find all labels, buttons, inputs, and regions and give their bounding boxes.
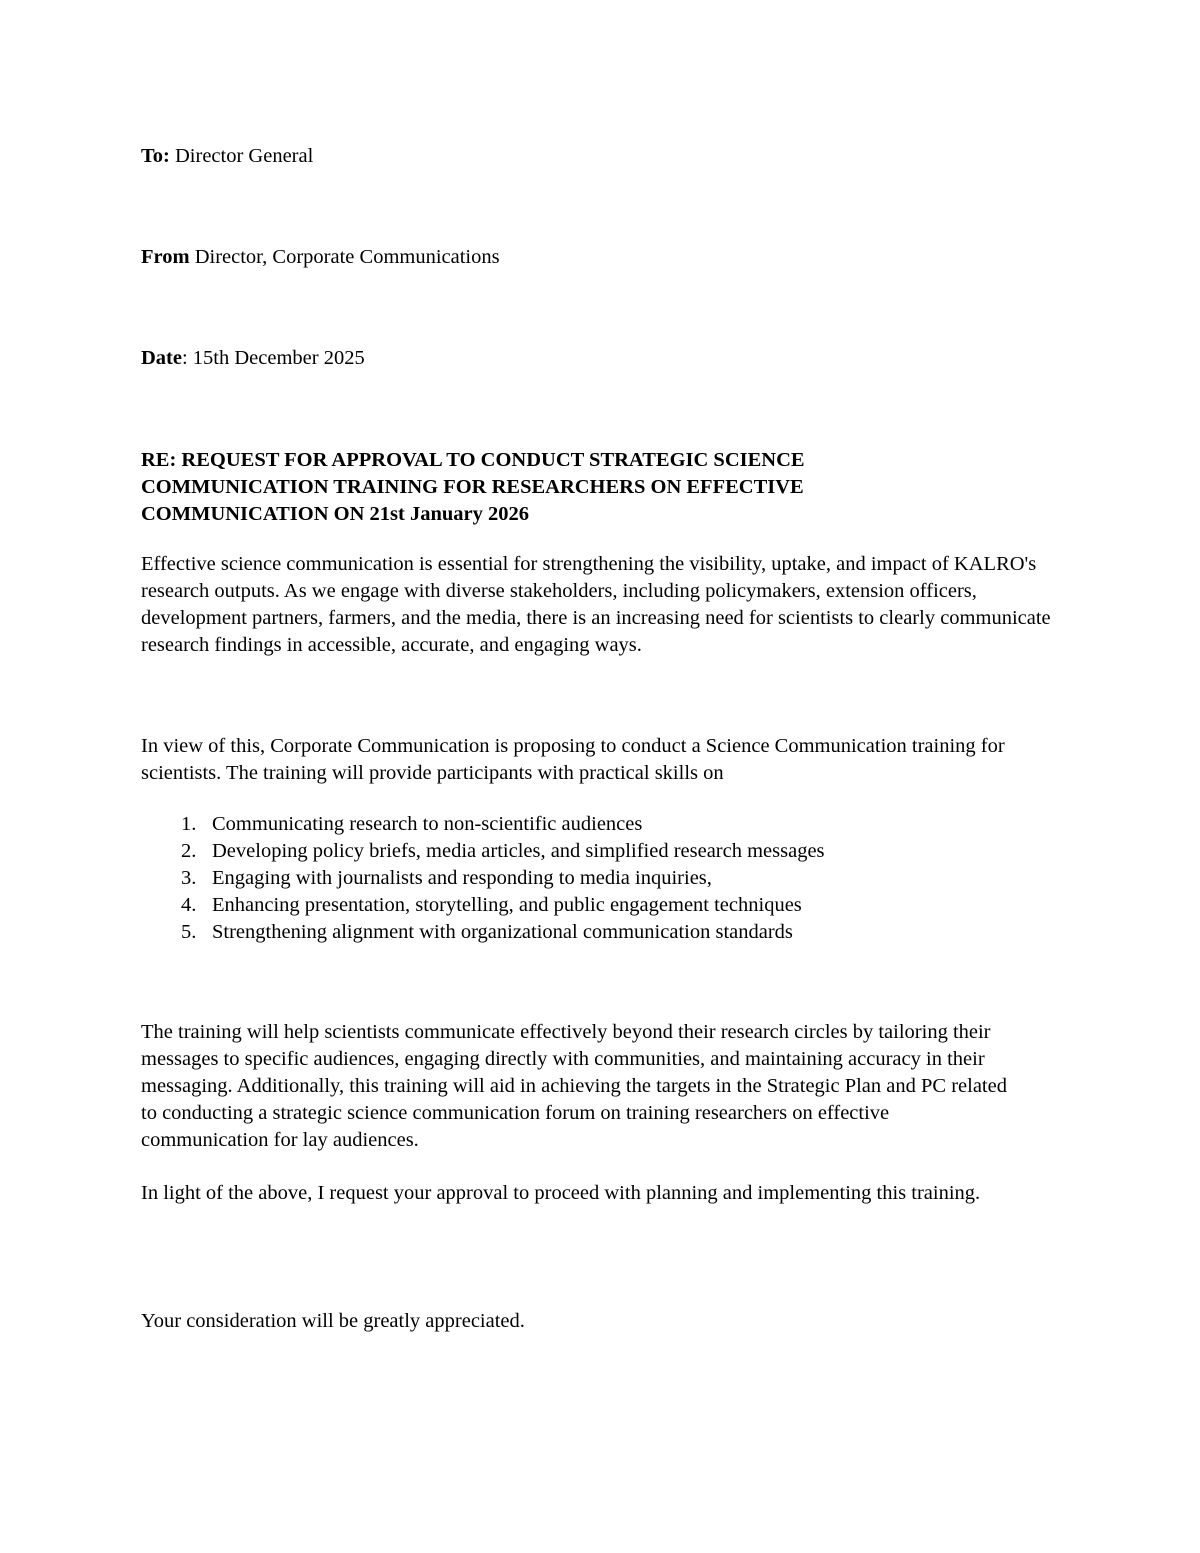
subject-line-2: COMMUNICATION TRAINING FOR RESEARCHERS ON EFFECTIVE xyxy=(141,476,804,498)
list-number: 2. xyxy=(181,840,197,862)
paragraph-proposal: In view of this, Corporate Communication is proposing to conduct a Science Communication training for scientists. The training will provide participants with practical skills on xyxy=(141,735,1005,784)
paragraph-request: In light of the above, I request your approval to proceed with planning and implementing this training. xyxy=(141,1182,981,1204)
from-value: Director, Corporate Communications xyxy=(189,246,500,268)
list-number: 1. xyxy=(181,813,197,835)
list-number: 5. xyxy=(181,921,197,943)
list-item xyxy=(141,865,1041,892)
subject-line-3: COMMUNICATION ON 21st January 2026 xyxy=(141,503,529,525)
date-value: : 15th December 2025 xyxy=(181,347,365,369)
closing-line: Your consideration will be greatly appreciated. xyxy=(141,1310,525,1332)
subject-heading xyxy=(141,447,1061,528)
list-item xyxy=(141,892,1041,919)
list-text: Engaging with journalists and responding to media inquiries, xyxy=(212,867,712,889)
skills-list xyxy=(141,811,1041,946)
subject-line-1: RE: REQUEST FOR APPROVAL TO CONDUCT STRATEGIC SCIENCE xyxy=(141,449,805,471)
date-label: Date xyxy=(141,347,182,369)
paragraph-intro: Effective science communication is essential for strengthening the visibility, uptake, and impact of KALRO's research outputs. As we engage with diverse stakeholders, including policymakers, extension officers, development partners, farmers, and the media, there is an increasing need for scientists to clearly communicate research findings in accessible, accurate, and engaging ways. xyxy=(141,553,1051,656)
from-label: From xyxy=(141,246,190,268)
list-text: Developing policy briefs, media articles, and simplified research messages xyxy=(212,840,825,862)
list-item xyxy=(141,838,1041,865)
list-text: Communicating research to non-scientific audiences xyxy=(212,813,643,835)
from-line xyxy=(141,244,1061,271)
paragraph-benefits: The training will help scientists communicate effectively beyond their research circles by tailoring their messages to specific audiences, engaging directly with communities, and maintaining accuracy in their messaging. Additionally, this training will aid in achieving the targets in the Strategic Plan and PC related to conducting a strategic science communication forum on training researchers on effective communication for lay audiences. xyxy=(141,1021,1007,1151)
list-text: Strengthening alignment with organizational communication standards xyxy=(212,921,793,943)
list-number: 3. xyxy=(181,867,197,889)
to-value: Director General xyxy=(169,145,314,167)
list-text: Enhancing presentation, storytelling, and public engagement techniques xyxy=(212,894,802,916)
date-line xyxy=(141,345,1061,372)
to-line xyxy=(141,143,1061,170)
list-number: 4. xyxy=(181,894,197,916)
to-label: To: xyxy=(141,145,170,167)
list-item xyxy=(141,811,1041,838)
list-item xyxy=(141,919,1041,946)
